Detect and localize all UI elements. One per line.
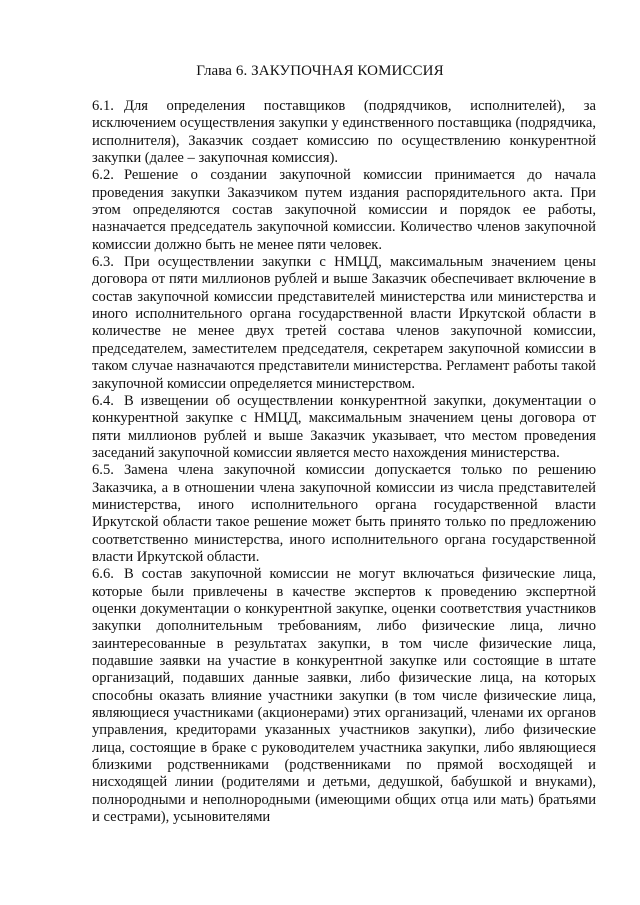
paragraph-number: 6.5. <box>92 462 114 479</box>
paragraph-6-5 <box>92 462 596 566</box>
paragraph-text: Решение о создании закупочной комиссии принимается до начала проведения закупки Заказчиком путем издания распорядительного акта. При этом определяются состав закупочной комиссии и порядок ее работы, назначается председатель закупочной комиссии. Количество членов закупочной комиссии должно быть не менее пяти человек. <box>92 167 596 253</box>
paragraph-number: 6.2. <box>92 167 114 184</box>
paragraph-6-1 <box>92 98 596 167</box>
paragraph-number: 6.1. <box>92 98 114 114</box>
paragraph-text: В состав закупочной комиссии не могут включаться физические лица, которые были привлечены в качестве экспертов к проведению экспертной оценки документации о конкурентной закупке, оценки соответствия участников закупки дополнительным требованиям, либо физические лица, лично заинтересованные в результатах закупки, в том числе физические лица, подавшие заявки на участие в конкурентной закупке или состоящие в штате организаций, подавших данные заявки, либо физические лица, на которых способны оказать влияние участники закупки (в том числе физические лица, являющиеся участниками (акционерами) этих организаций, членами их органов управления, кредиторами указанных участников закупки), либо физические лица, состоящие в браке с руководителем участника закупки, либо являющиеся близкими родственниками (родственниками по прямой восходящей и нисходящей линии (родителями и детьми, дедушкой, бабушкой и внуками), полнородными и неполнородными (имеющими общих отца или мать) братьями и сестрами), усыновителями <box>92 566 596 826</box>
paragraph-number: 6.6. <box>92 566 114 583</box>
paragraph-number: 6.4. <box>92 392 114 409</box>
chapter-title: Глава 6. ЗАКУПОЧНАЯ КОМИССИЯ <box>196 63 444 79</box>
paragraph-text: В извещении об осуществлении конкурентной закупки, документации о конкурентной закупке с НМЦД, максимальным значением цены договора от пяти миллионов рублей и выше Заказчик указывает, что местом проведения заседаний закупочной комиссии является место нахождения министерства. <box>92 392 596 461</box>
paragraph-6-2 <box>92 167 596 254</box>
paragraph-text: При осуществлении закупки с НМЦД, максимальным значением цены договора от пяти миллионов рублей и выше Заказчик обеспечивает включение в состав закупочной комиссии представителей министерства или министерства и иного исполнительного органа государственной власти Иркутской области в количестве не менее двух третей состава членов закупочной комиссии, председателем, заместителем председателя, секретарем закупочной комиссии в таком случае назначаются представители министерства. Регламент работы такой закупочной комиссии определяется министерством. <box>92 254 596 392</box>
document-body <box>92 98 596 826</box>
paragraph-number: 6.3. <box>92 254 114 271</box>
paragraph-6-6 <box>92 566 596 826</box>
paragraph-6-3 <box>92 254 596 393</box>
paragraph-6-4 <box>92 393 596 462</box>
paragraph-text: Замена члена закупочной комиссии допускается только по решению Заказчика, а в отношении члена закупочной комиссии из числа представителей министерства, иного исполнительного органа государственной власти Иркутской области такое решение может быть принято только по предложению соответственно министерства, иного исполнительного органа государственной власти Иркутской области. <box>92 462 596 565</box>
paragraph-text: Для определения поставщиков (подрядчиков, исполнителей), за исключением осуществления закупки у единственного поставщика (подрядчика, исполнителя), Заказчик создает комиссию по осуществлению конкурентной закупки (далее – закупочная комиссия). <box>92 98 596 167</box>
